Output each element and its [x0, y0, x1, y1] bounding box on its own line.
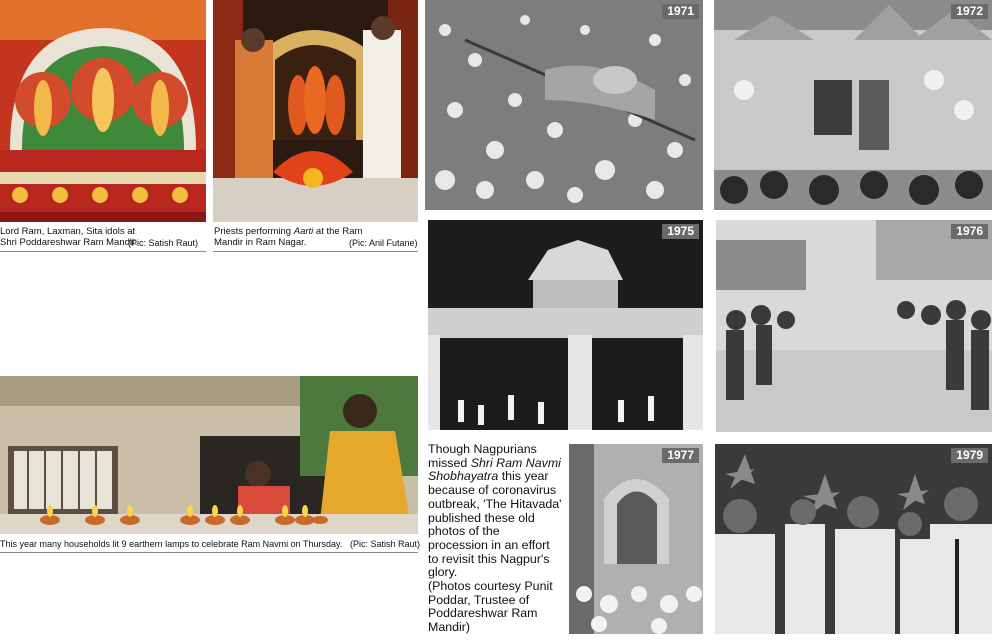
year-badge: 1972 [951, 4, 988, 19]
photo-credit-aarti: (Pic: Anil Futane) [349, 238, 418, 248]
photo-ram-laxman-sita-idols [0, 0, 206, 222]
caption-idols [0, 226, 140, 248]
caption-text: Lord Ram, Laxman, Sita idols at Shri Poddareshwar Ram Mandir. [0, 226, 138, 248]
year-badge: 1979 [951, 448, 988, 463]
photo-dignitaries-1979 [715, 444, 992, 634]
year-badge: 1976 [951, 224, 988, 239]
caption-text-emphasis: Aarti [293, 226, 314, 237]
photo-courtesy-note: (Photos courtesy Punit Poddar, Trustee of Poddareshwar Ram Mandir) [428, 579, 553, 635]
year-badge: 1975 [662, 224, 699, 239]
year-badge: 1977 [662, 448, 699, 463]
photo-procession-1972 [714, 0, 992, 210]
caption-lamps: This year many households lit 9 earthern lamps to celebrate Ram Navmi on Thursday. [0, 539, 343, 549]
photo-procession-1971 [425, 0, 703, 210]
divider [213, 251, 418, 252]
article-text [428, 443, 562, 635]
photo-credit-lamps: (Pic: Satish Raut) [350, 539, 421, 549]
year-badge: 1971 [662, 4, 699, 19]
photo-earthen-lamps [0, 376, 418, 534]
caption-aarti [214, 226, 364, 248]
photo-aarti-ram-mandir [213, 0, 418, 222]
article-text-emphasis: Shri Ram Navmi Shobhayatra [428, 455, 561, 484]
photo-procession-1976 [716, 220, 992, 432]
photo-procession-1977 [569, 444, 703, 634]
caption-text: at the Ram Mandir in Ram Nagar. [214, 226, 363, 248]
photo-procession-1975 [428, 220, 703, 430]
article-text-part: this year because of coronavirus outbreak, 'The Hitavada' published these old photos of the procession in an effort to revisit this Nagpur's glory. [428, 469, 562, 580]
article-text-part: Though Nagpurians missed [428, 442, 537, 470]
caption-text: Priests performing [214, 226, 294, 237]
divider [0, 552, 418, 553]
photo-credit-idols: (Pic: Satish Raut) [128, 238, 199, 248]
divider [0, 251, 206, 252]
